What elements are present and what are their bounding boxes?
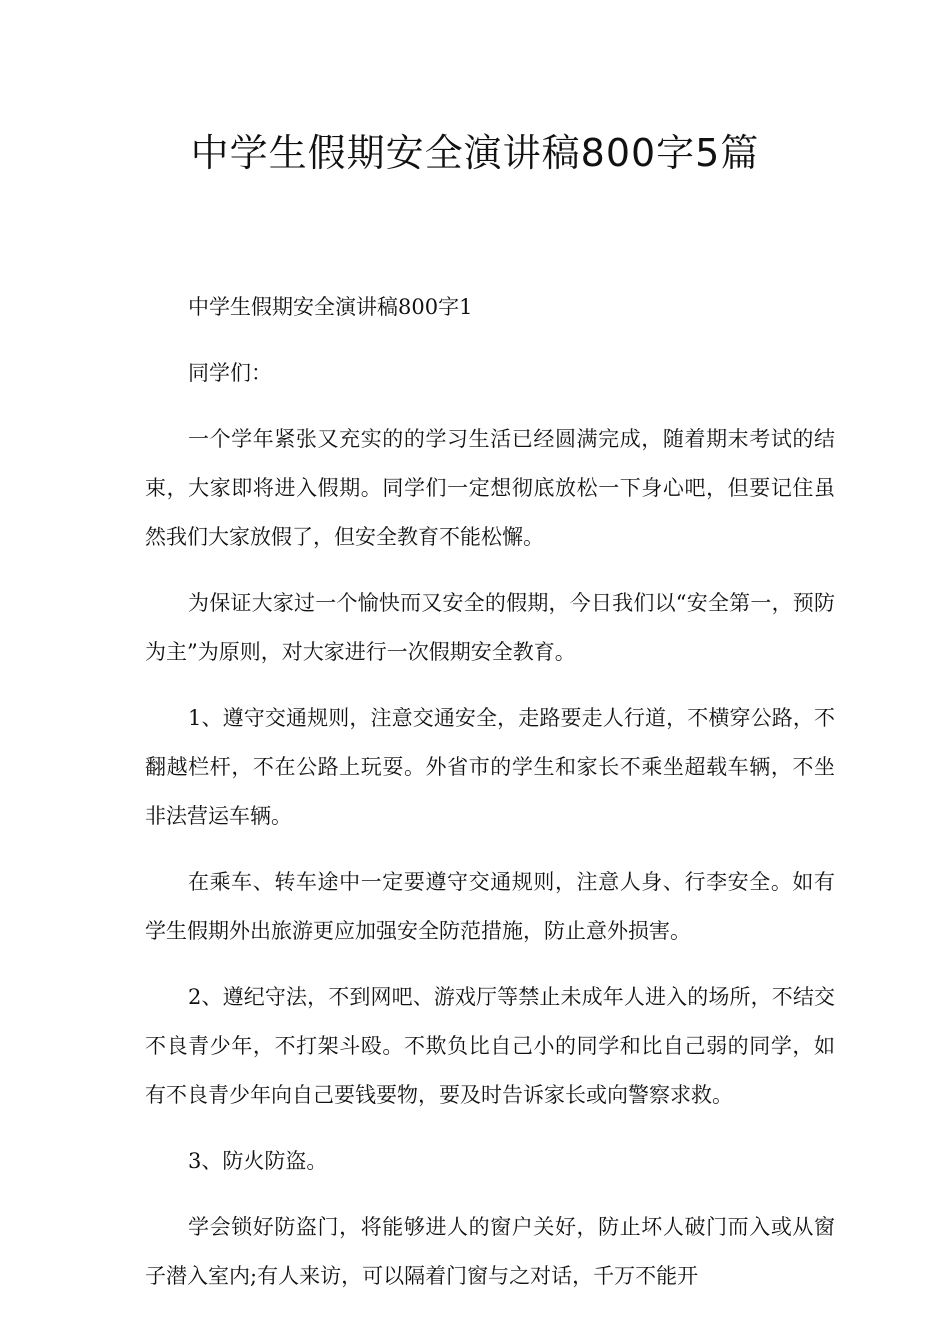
paragraph-lock-doors: 学会锁好防盗门，将能够进人的窗户关好，防止坏人破门而入或从窗子潜入室内;有人来访，可以隔着门窗与之对话，千万不能开: [145, 1215, 835, 1288]
paragraph-purpose: 为保证大家过一个愉快而又安全的假期，今日我们以“安全第一，预防为主”为原则，对大家进行一次假期安全教育。: [145, 591, 835, 664]
section-heading: 中学生假期安全演讲稿800字1: [188, 295, 473, 319]
paragraph-travel-safety: 在乘车、转车途中一定要遵守交通规则，注意人身、行李安全。如有学生假期外出旅游更应加强安全防范措施，防止意外损害。: [145, 870, 835, 943]
paragraph-intro: 一个学年紧张又充实的的学习生活已经圆满完成，随着期末考试的结束，大家即将进入假期。同学们一定想彻底放松一下身心吧，但要记住虽然我们大家放假了，但安全教育不能松懈。: [145, 427, 835, 549]
paragraph-law-discipline: 2、遵纪守法，不到网吧、游戏厅等禁止未成年人进入的场所，不结交不良青少年，不打架斗殴。不欺负比自己小的同学和比自己弱的同学，如有不良青少年向自己要钱要物，要及时告诉家长或向警察求救。: [145, 985, 835, 1107]
paragraph-traffic-rules: 1、遵守交通规则，注意交通安全，走路要走人行道，不横穿公路，不翻越栏杆，不在公路上玩耍。外省市的学生和家长不乘坐超载车辆，不坐非法营运车辆。: [145, 706, 835, 828]
document-body: [145, 283, 835, 1318]
document-title: 中学生假期安全演讲稿800字5篇: [190, 131, 760, 175]
paragraph-fire-theft-heading: 3、防火防盗。: [188, 1149, 328, 1173]
salutation: 同学们：: [188, 361, 272, 385]
